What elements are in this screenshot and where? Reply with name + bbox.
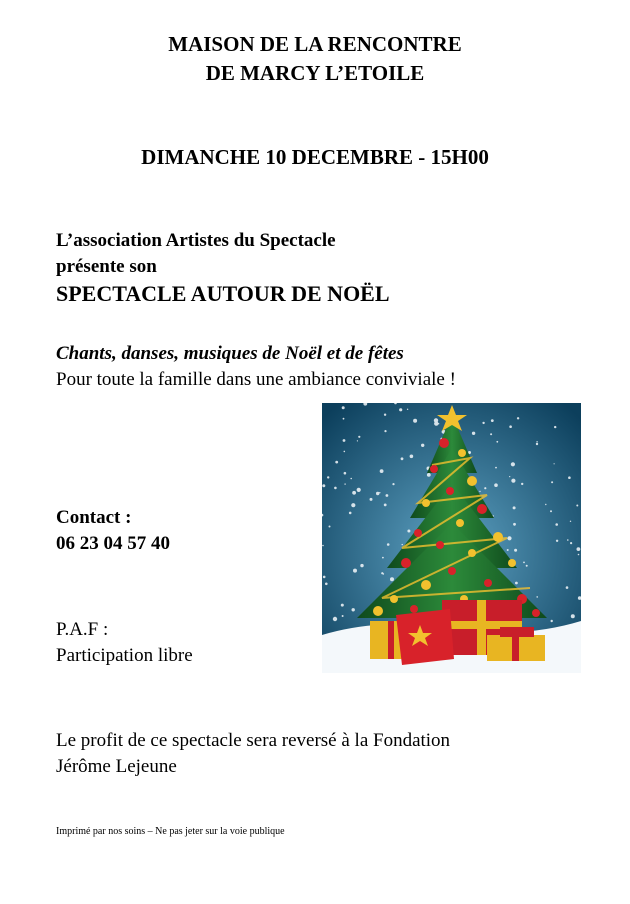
snowflake [392,483,394,485]
snowflake [342,615,344,617]
snowflake [570,542,572,544]
snowflake [545,504,546,505]
snowflake [384,430,386,432]
snowflake [577,547,581,551]
snowflake [379,492,380,493]
snowflake [335,461,338,464]
ornament [373,606,383,616]
snowflake [325,583,328,586]
ornament [422,499,430,507]
snowflake [381,572,383,574]
snowflake [507,536,511,540]
snowflake [536,441,537,442]
snowflake [382,557,384,559]
snowflake [550,510,552,512]
ornament [439,438,449,448]
snowflake [410,455,414,459]
footer-note: Imprimé par nos soins – Ne pas jeter sur la voie publique [56,826,285,837]
snowflake [482,422,484,424]
ornament [456,519,464,527]
snowflake [551,481,553,483]
snowflake [322,484,325,487]
snowflake [509,425,512,428]
snowflake [495,467,497,469]
snowflake [390,577,394,581]
ornament [484,579,492,587]
ornament [410,605,418,613]
snowflake [350,478,352,480]
christmas-tree-illustration [322,403,581,673]
snowflake [370,498,373,501]
snowflake [384,414,386,416]
snowflake [556,540,558,542]
profit-line1: Le profit de ce spectacle sera reversé à la Fondation [56,730,451,751]
snowflake [523,562,525,564]
snowflake [555,523,558,526]
snowflake [554,426,556,428]
snowflake [344,451,346,453]
contact-block [56,505,170,557]
contact-phone: 06 23 04 57 40 [56,533,170,554]
ornament [421,580,431,590]
ornament [458,449,466,457]
ornament [390,595,398,603]
association-line: L’association Artistes du Spectacle [56,230,336,251]
snowflake [401,457,404,460]
snowflake [491,419,494,422]
presentation-block [56,228,390,308]
ornament [436,541,444,549]
snowflake [576,505,578,507]
ornament [414,529,422,537]
snowflake [352,608,355,611]
snowflake [509,476,510,477]
snowflake [358,436,360,438]
snowflake [407,409,408,410]
snowflake [554,463,555,464]
ornament [508,559,516,567]
snowflake [351,503,355,507]
snowflake [496,441,498,443]
ornament [468,549,476,557]
contact-label: Contact : [56,507,132,528]
snowflake [407,530,410,533]
presents-line: présente son [56,256,157,277]
snowflake [567,539,569,541]
event-date: DIMANCHE 10 DECEMBRE - 15H00 [141,145,489,169]
snowflake [570,521,571,522]
snowflake [386,494,389,497]
snowflake [323,576,326,579]
christmas-tree-image [322,403,581,673]
snowflake [507,549,509,551]
venue-title-line2: DE MARCY L’ETOILE [205,61,425,85]
snowflake [421,444,424,447]
snowflake [327,476,329,478]
ornament [446,487,454,495]
snowflake [387,543,390,546]
snowflake [515,582,518,585]
ornament [493,532,503,542]
tagline-block [56,341,456,393]
snowflake [578,554,580,556]
paf-value: Participation libre [56,645,193,666]
snowflake [357,440,358,441]
paf-label: P.A.F : [56,619,109,640]
snowflake [344,483,345,484]
snowflake [427,473,431,477]
snowflake [413,419,417,423]
ornament [477,504,487,514]
snowflake [472,432,475,435]
snowflake [571,614,575,618]
snowflake [380,469,384,473]
ornament [448,567,456,575]
snowflake [536,596,538,598]
ornament [532,609,540,617]
ornament [401,558,411,568]
snowflake [551,620,553,622]
ornament [467,476,477,486]
snowflake [521,483,523,485]
venue-title [0,30,630,88]
snowflake [342,406,345,409]
snowflake [322,545,324,547]
tagline-plain: Pour toute la famille dans une ambiance conviviale ! [56,369,456,390]
profit-block [56,728,450,780]
snowflake [344,472,347,475]
snowflake [514,549,517,552]
snowflake [513,523,516,526]
snowflake [353,569,357,573]
snowflake [349,512,352,515]
snowflake [494,483,498,487]
tagline-italic: Chants, danses, musiques de Noël et de fêtes [56,343,404,364]
snowflake [357,488,361,492]
snowflake [511,462,515,466]
snowflake [343,439,346,442]
snowflake [484,487,486,489]
snowflake [329,526,331,528]
snowflake [399,408,402,411]
show-title: SPECTACLE AUTOUR DE NOËL [56,281,390,306]
snowflake [334,487,337,490]
snowflake [333,617,337,621]
snowflake [536,443,538,445]
snowflake [479,491,480,492]
snowflake [402,544,403,545]
snowflake [511,479,515,483]
snowflake [517,417,519,419]
snowflake [343,418,345,420]
snowflake [566,586,569,589]
snowflake [513,506,516,509]
venue-title-line1: MAISON DE LA RENCONTRE [168,32,462,56]
profit-line2: Jérôme Lejeune [56,756,177,777]
snowflake [490,433,492,435]
snowflake [434,418,438,422]
snowflake [384,504,387,507]
ornament [430,465,438,473]
paf-block [56,617,193,669]
snowflake [341,604,344,607]
snowflake [376,492,379,495]
snowflake [568,476,571,479]
snowflake [526,565,528,567]
snowflake [360,564,363,567]
snowflake [352,491,356,495]
